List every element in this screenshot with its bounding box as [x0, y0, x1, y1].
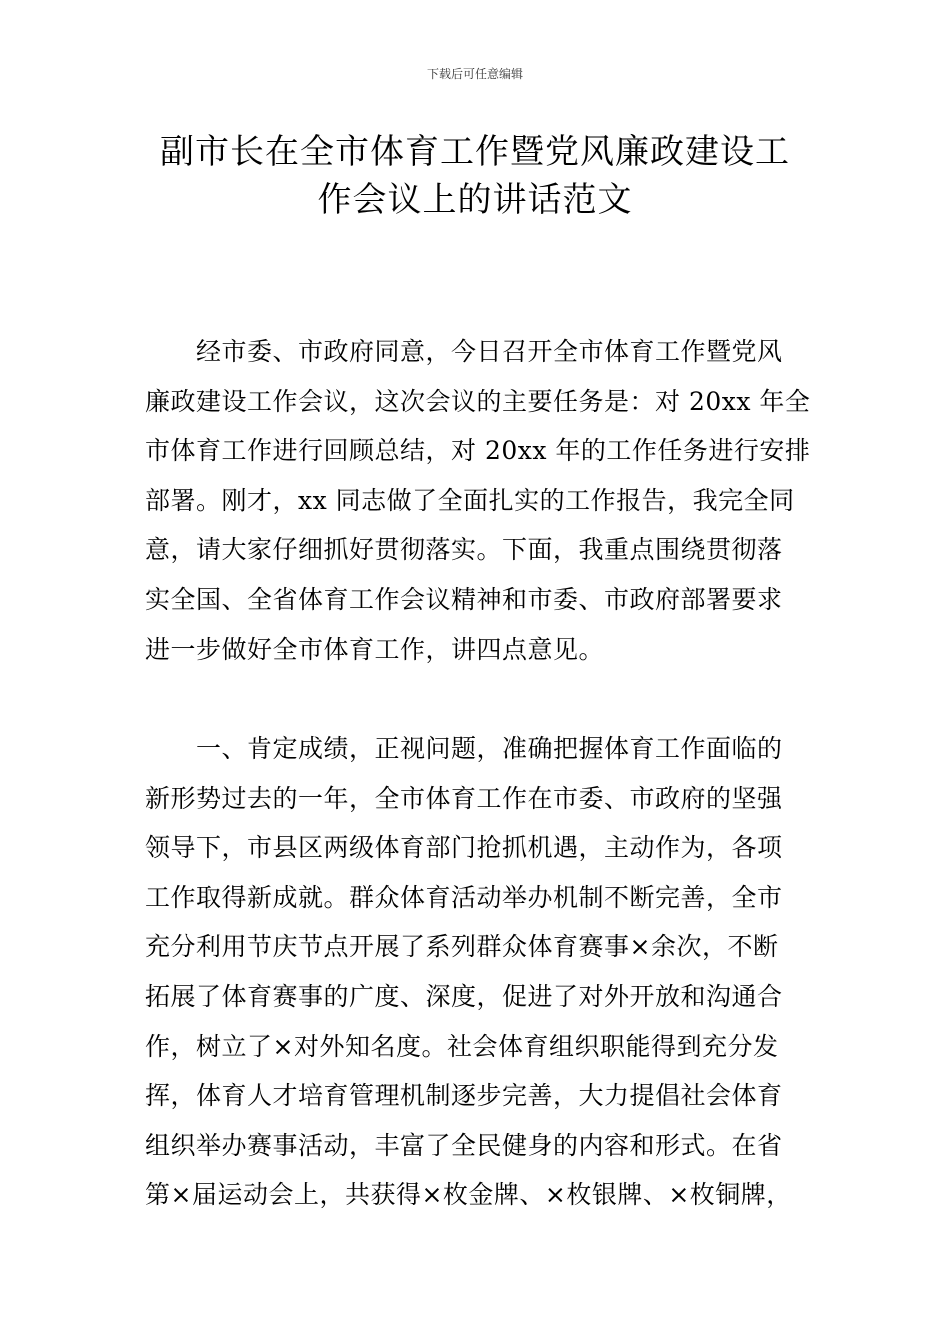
text-line: 作，树立了×对外知名度。社会体育组织职能得到充分发 — [145, 1031, 779, 1061]
text-line: 组织举办赛事活动，丰富了全民健身的内容和形式。在省 — [145, 1130, 783, 1160]
text-line: 实全国、全省体育工作会议精神和市委、市政府部署要求 — [145, 584, 783, 614]
text-line: 充分利用节庆节点开展了系列群众体育赛事×余次，不断 — [145, 932, 779, 962]
text-line: 一、肯定成绩，正视问题，准确把握体育工作面临的 — [145, 734, 783, 763]
text-line: 进一步做好全市体育工作，讲四点意见。 — [145, 634, 605, 664]
text-line: 新形势过去的一年，全市体育工作在市委、市政府的坚强 — [145, 783, 783, 813]
paragraph-intro — [145, 327, 815, 674]
text-line: 领导下，市县区两级体育部门抢抓机遇，主动作为，各项 — [145, 833, 783, 863]
text-line: 市体育工作进行回顾总结，对 20xx 年的工作任务进行安排 — [145, 436, 811, 466]
text-line: 第×届运动会上，共获得×枚金牌、×枚银牌、×枚铜牌， — [145, 1180, 792, 1210]
text-line: 拓展了体育赛事的广度、深度，促进了对外开放和沟通合 — [145, 981, 783, 1011]
document-title — [140, 128, 810, 224]
text-line: 工作取得新成就。群众体育活动举办机制不断完善，全市 — [145, 882, 783, 912]
title-line: 副市长在全市体育工作暨党风廉政建设工 — [160, 132, 790, 172]
text-line: 意，请大家仔细抓好贯彻落实。下面，我重点围绕贯彻落 — [145, 535, 783, 565]
text-line: 廉政建设工作会议，这次会议的主要任务是：对 20xx 年全 — [145, 386, 811, 416]
header-note: 下载后可任意编辑 — [426, 67, 523, 81]
text-line: 挥，体育人才培育管理机制逐步完善，大力提倡社会体育 — [145, 1081, 783, 1111]
paragraph-section-one — [145, 724, 815, 1220]
title-line: 作会议上的讲话范文 — [317, 180, 633, 220]
text-line: 部署。刚才，xx 同志做了全面扎实的工作报告，我完全同 — [145, 485, 795, 515]
text-line: 经市委、市政府同意，今日召开全市体育工作暨党风 — [145, 337, 783, 366]
